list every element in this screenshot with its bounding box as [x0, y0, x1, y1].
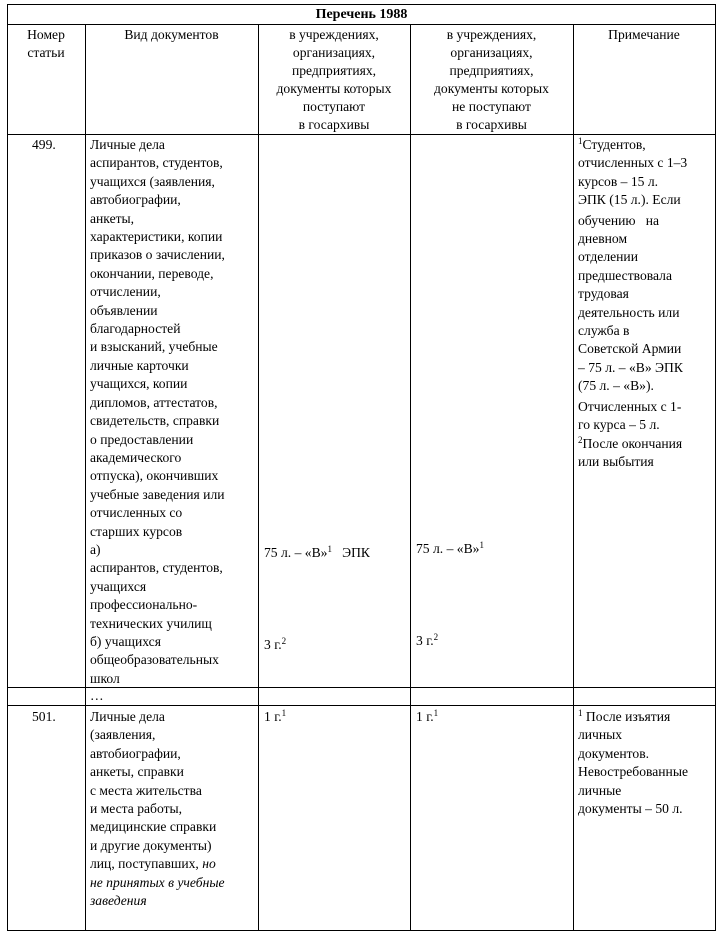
note-501: $^1$ После изъятия личных документов. Невостребованные личные документы – 50 л. — [578, 708, 688, 817]
note-499: $^1$Студентов, отчисленных с 1–3 курсов – 15 л. ЭПК (15 л.). Если обучению на дневном отделении предшествовала трудовая деятельность или служба в Советской Армии – 75 л. – «В» ЭПК (75 л. – «В»). Отчисленных с 1- го курса – 5 л. $^2$После окончания или выбытия — [578, 136, 688, 469]
header-note: Примечание — [608, 27, 680, 42]
document-kind-501: Личные дела (заявления, автобиографии, анкеты, справки с места жительства и места работы, медицинские справки и другие документы) лиц, поступавших, но не принятых в учебные заведения — [90, 709, 225, 909]
header-archive-orgs: в учреждениях, организациях, предприятиях, документы которых поступают в госархивы — [276, 27, 392, 132]
archive-term-499a: 75 л. – «В»$^1$ ЭПК — [264, 544, 370, 560]
nonarchive-term-501: 1 г.$^1$ — [416, 708, 439, 724]
header-nonarchive-orgs: в учреждениях, организациях, предприятиях, документы которых не поступают в госархивы — [434, 27, 549, 132]
nonarchive-term-499b: 3 г.$^2$ — [416, 632, 439, 648]
table-title: Перечень 1988 — [315, 7, 408, 22]
archive-term-501: 1 г.$^1$ — [264, 708, 287, 724]
header-article-number: Номер статьи — [27, 27, 65, 61]
ellipsis: … — [90, 688, 104, 703]
nonarchive-term-499a: 75 л. – «В»$^1$ — [416, 540, 484, 556]
article-number-501: 501. — [32, 709, 56, 724]
document-kind-499: Личные дела аспирантов, студентов, учащихся (заявления, автобиографии, анкеты, характеристики, копии приказов о зачислении, окончании, переводе, отчислении, объявлении благодарностей и взысканий, учебные личные карточки учащихся, копии дипломов, аттестатов, свидетельств, справки о предоставлении академического отпуска), окончивших учебные заведения или отчисленных со старших курсов а) аспирантов, студентов, учащихся профессионально- технических училищ б) учащихся общеобразовательных школ — [90, 137, 225, 686]
archive-term-499b: 3 г.$^2$ — [264, 636, 287, 652]
article-number-499: 499. — [32, 137, 56, 152]
header-document-kind: Вид документов — [124, 27, 219, 42]
